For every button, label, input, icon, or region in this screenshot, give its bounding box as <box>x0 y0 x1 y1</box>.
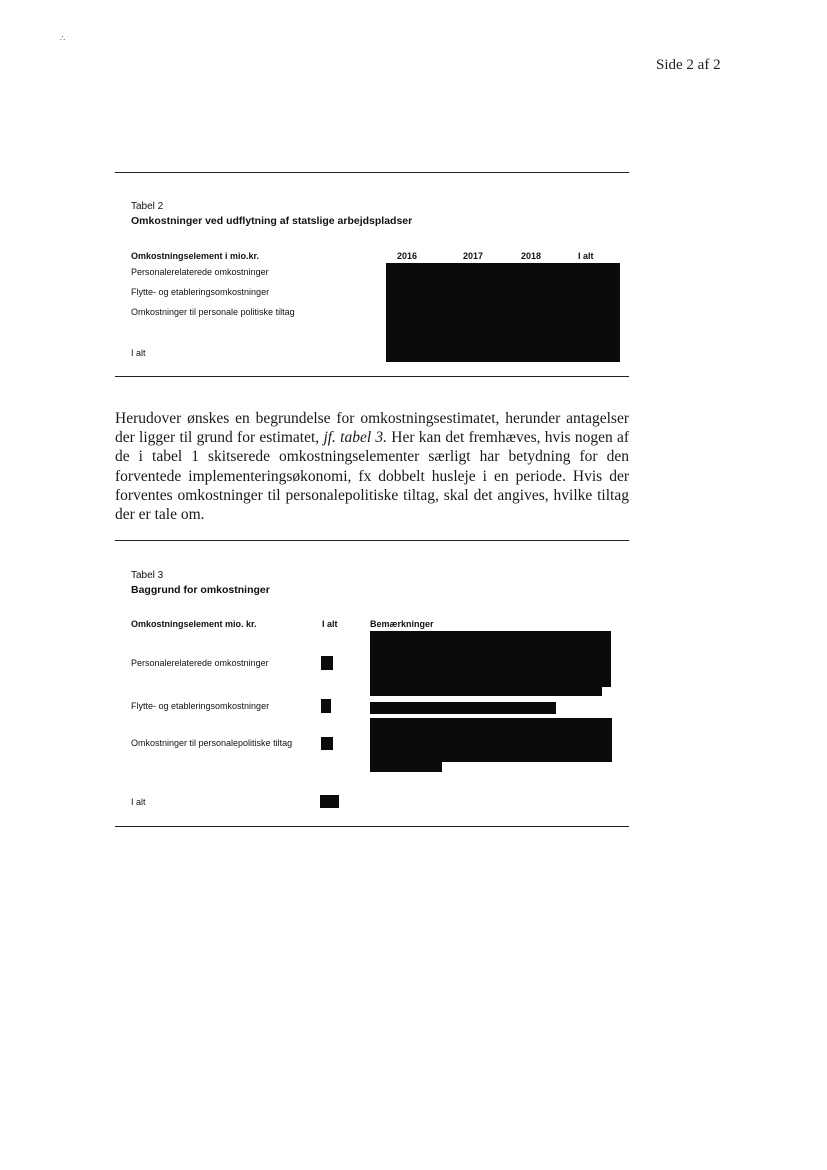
table3-redaction-remarks-policy-tail <box>370 760 442 772</box>
table3-top-rule <box>115 540 629 541</box>
table3-redaction-remarks-personnel <box>370 631 611 687</box>
table3-col-remarks: Bemærkninger <box>370 619 434 629</box>
table2-col-2018: 2018 <box>521 251 542 261</box>
table2-row-personnel: Personalerelaterede omkostninger <box>131 267 269 277</box>
table2-redaction-block <box>386 263 620 362</box>
table2-header: Omkostningselement i mio.kr. <box>131 251 260 261</box>
table3-redaction-total-policy <box>321 737 333 750</box>
paragraph-part2: Her kan det fremhæves, hvis nogen af de i tabel 1 skitserede omkostningselementer særligt har betydning for den forventede implementeringsøkonomi, fx dobbelt husleje i en periode. Hvis der forventes omkostninger til personalepolitiske tiltag, skal det angives, hvilke tiltag der er tale om. <box>115 429 629 524</box>
table3-title: Baggrund for omkostninger <box>131 584 270 596</box>
table3-row-policy: Omkostninger til personalepolitiske tiltag <box>131 738 293 748</box>
table3-header: Omkostningselement mio. kr. <box>131 619 257 629</box>
table2-label: Tabel 2 <box>131 201 164 212</box>
table3-bottom-rule <box>115 826 629 827</box>
table3-row-total: I alt <box>131 797 146 807</box>
table3-redaction-total-relocation <box>321 699 331 713</box>
table2-col-total: I alt <box>578 251 594 261</box>
body-paragraph <box>115 409 629 524</box>
table2-col-2017: 2017 <box>463 251 484 261</box>
paragraph-table-reference: jf. tabel 3. <box>323 429 388 447</box>
table3-redaction-remarks-relocation <box>370 702 556 714</box>
table2-title: Omkostninger ved udflytning af statslige arbejdspladser <box>131 215 413 227</box>
table3-label: Tabel 3 <box>131 570 164 581</box>
table2-col-2016: 2016 <box>397 251 418 261</box>
table3-row-relocation: Flytte- og etableringsomkostninger <box>131 701 270 711</box>
table3-col-total: I alt <box>322 619 338 629</box>
table2-bottom-rule <box>115 376 629 377</box>
table2-row-total: I alt <box>131 348 146 358</box>
table3-redaction-total-sum <box>320 795 339 808</box>
table3-redaction-remarks-personnel-tail <box>370 686 602 696</box>
scan-mark: ∴ <box>60 34 66 43</box>
table3-redaction-total-personnel <box>321 656 333 670</box>
paragraph-part1: Herudover ønskes en begrundelse for omkostningsestimatet, herunder antagelser der ligger til grund for estimatet, <box>115 410 629 447</box>
table3-row-personnel: Personalerelaterede omkostninger <box>131 658 269 668</box>
table2-top-rule <box>115 172 629 173</box>
table2-row-policy: Omkostninger til personale politiske tiltag <box>131 307 295 317</box>
table3-redaction-remarks-policy <box>370 718 612 762</box>
table2-row-relocation: Flytte- og etableringsomkostninger <box>131 287 270 297</box>
page-number: Side 2 af 2 <box>656 57 721 73</box>
